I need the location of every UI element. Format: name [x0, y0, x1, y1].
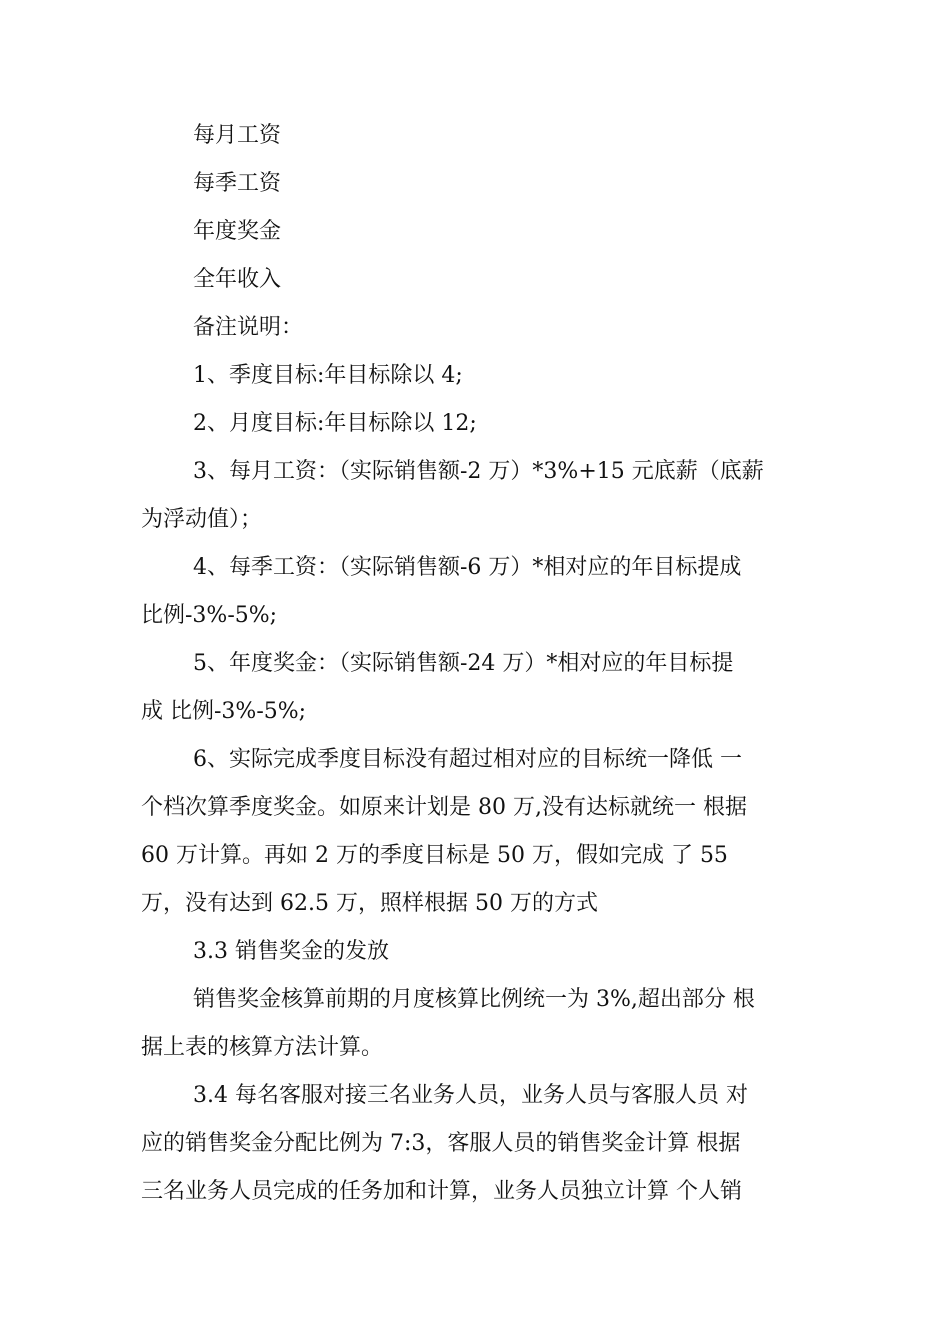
notes-heading: 备注说明：	[193, 315, 304, 340]
note-6	[141, 736, 819, 928]
note-line: 2、月度目标:年目标除以 12;	[193, 411, 477, 436]
item-quarterly-salary: 每季工资	[193, 171, 282, 196]
note-line: 比例-3%-5%;	[141, 603, 278, 628]
item-monthly-salary: 每月工资	[193, 123, 282, 148]
paragraph-line: 应的销售奖金分配比例为 7:3，客服人员的销售奖金计算 根据	[141, 1131, 741, 1156]
note-4	[141, 544, 819, 640]
paragraph-line: 3.4 每名客服对接三名业务人员，业务人员与客服人员 对	[193, 1083, 748, 1108]
note-line: 5、年度奖金：（实际销售额-24 万）*相对应的年目标提	[193, 651, 734, 676]
note-line: 为浮动值）；	[141, 507, 263, 532]
note-line: 万，没有达到 62.5 万，照样根据 50 万的方式	[141, 891, 598, 916]
note-line: 个档次算季度奖金。如原来计划是 80 万,没有达标就统一 根据	[141, 795, 747, 820]
note-2	[141, 400, 819, 448]
note-3	[141, 448, 819, 544]
note-1	[141, 352, 819, 400]
item-annual-income: 全年收入	[193, 267, 282, 292]
note-line: 6、实际完成季度目标没有超过相对应的目标统一降低 一	[193, 747, 742, 772]
note-line: 成 比例-3%-5%;	[141, 699, 307, 724]
section-3-3-heading: 3.3 销售奖金的发放	[193, 939, 389, 964]
note-line: 60 万计算。再如 2 万的季度目标是 50 万，假如完成 了 55	[141, 843, 728, 868]
note-line: 1、季度目标:年目标除以 4;	[193, 363, 463, 388]
paragraph-line: 销售奖金核算前期的月度核算比例统一为 3%,超出部分 根	[193, 987, 755, 1012]
section-3-4-paragraph	[141, 1072, 819, 1216]
note-line: 3、每月工资：（实际销售额-2 万）*3%+15 元底薪（底薪	[193, 459, 764, 484]
document-body	[141, 112, 819, 1216]
note-5	[141, 640, 819, 736]
paragraph-line: 据上表的核算方法计算。	[141, 1035, 384, 1060]
item-annual-bonus: 年度奖金	[193, 219, 282, 244]
section-3-3-paragraph	[141, 976, 819, 1072]
paragraph-line: 三名业务人员完成的任务加和计算，业务人员独立计算 个人销	[141, 1179, 742, 1204]
note-line: 4、每季工资：（实际销售额-6 万）*相对应的年目标提成	[193, 555, 742, 580]
